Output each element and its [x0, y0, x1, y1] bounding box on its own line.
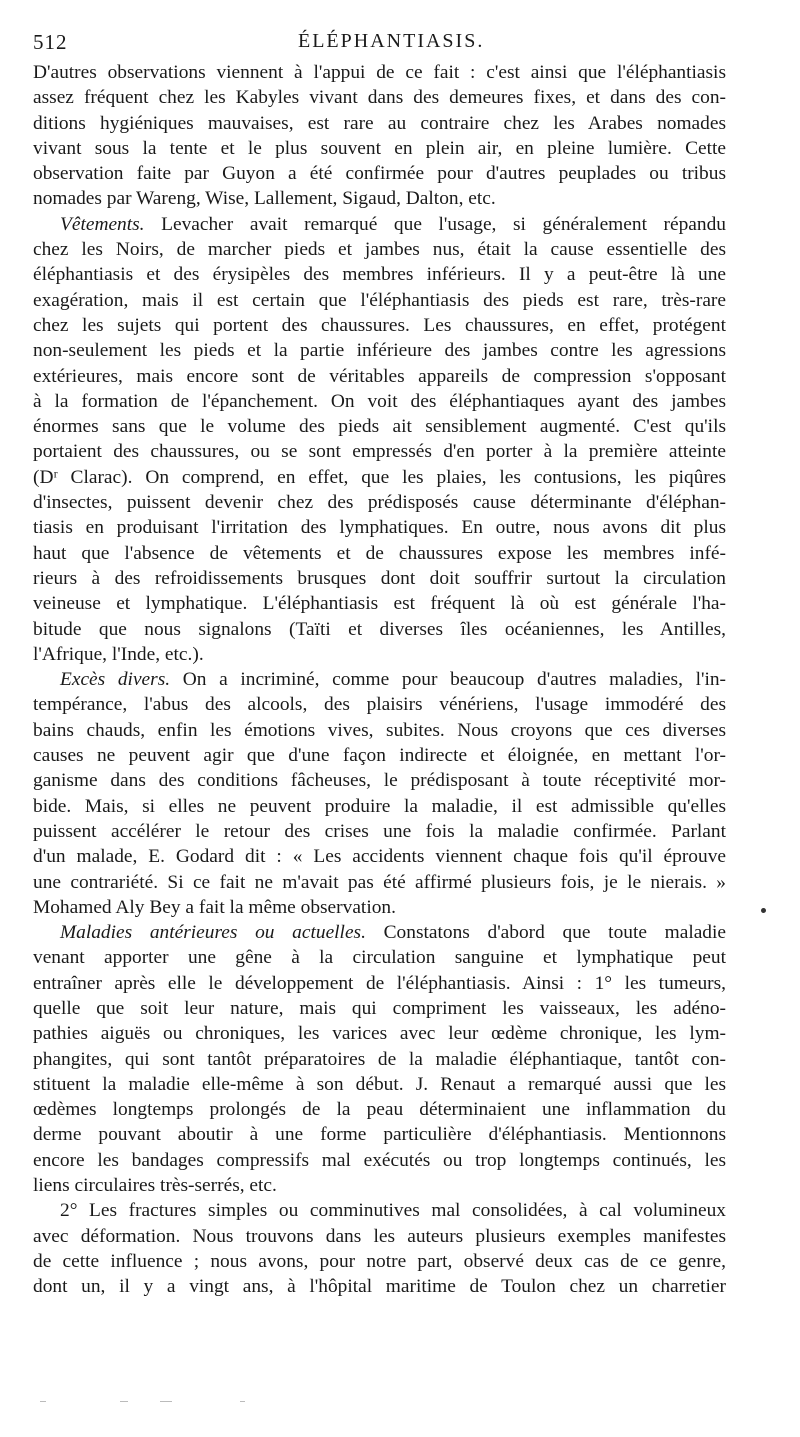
text-line: assez fréquent chez les Kabyles vivant dans des demeures fixes, et dans des con- [33, 87, 726, 109]
section-heading: Maladies antérieures ou actuelles. [60, 922, 366, 944]
document-page [33, 28, 726, 1300]
text-line: chez les Noirs, de marcher pieds et jambes nus, était la cause essentielle des [33, 239, 726, 261]
text-line: 2° Les fractures simples ou comminutives mal consolidées, à cal volumineux [60, 1200, 726, 1222]
text-line: bitude que nous signalons (Taïti et diverses îles océaniennes, les Antilles, [33, 618, 726, 640]
body-text [33, 60, 726, 1300]
text-line: extérieures, mais encore sont de véritables appareils de compression s'opposant [33, 365, 726, 387]
text-line: portaient des chaussures, ou se sont empressés d'en porter à la première atteinte [33, 441, 726, 463]
text-line: venant apporter une gêne à la circulation sanguine et lymphatique peut [33, 947, 726, 969]
text-line: puissent accélérer le retour des crises une fois la maladie confirmée. Parlant [33, 820, 726, 842]
text-line: bains chauds, enfin les émotions vives, subites. Nous croyons que ces diverses [33, 719, 726, 741]
paragraph-fractures [33, 1198, 726, 1299]
text-line: non-seulement les pieds et la partie inférieure des jambes contre les agressions [33, 340, 726, 362]
text-line: ditions hygiéniques mauvaises, est rare au contraire chez les Arabes nomades [33, 112, 726, 134]
text-line: vivant sous la tente et le plus souvent en plein air, en pleine lumière. Cette [33, 137, 726, 159]
text-line: Vêtements. Levacher avait remarqué que l'usage, si généralement répandu [60, 213, 726, 235]
text-line: Excès divers. On a incriminé, comme pour beaucoup d'autres maladies, l'in- [60, 669, 726, 691]
text-line: avec déformation. Nous trouvons dans les auteurs plusieurs exemples manifestes [33, 1225, 726, 1247]
text-line: œdèmes longtemps prolongés de la peau déterminaient une inflammation du [33, 1099, 726, 1121]
paragraph-vetements [33, 212, 726, 667]
scan-artifact-marks [40, 1401, 280, 1407]
text-line: veineuse et lymphatique. L'éléphantiasis est fréquent là où est générale l'ha- [33, 593, 726, 615]
text-line: tempérance, l'abus des alcools, des plaisirs vénériens, l'usage immodéré des [33, 694, 726, 716]
text-line: l'Afrique, l'Inde, etc.). [33, 643, 204, 665]
text-line: haut que l'absence de vêtements et de chaussures expose les membres infé- [33, 542, 726, 564]
paragraph-intro [33, 60, 726, 212]
text-line: Mohamed Aly Bey a fait la même observation. [33, 896, 396, 918]
text-line: tiasis en produisant l'irritation des lymphatiques. En outre, nous avons dit plus [33, 517, 726, 539]
text-line: chez les sujets qui portent des chaussures. Les chaussures, en effet, protégent [33, 314, 726, 336]
page-header [33, 28, 726, 60]
text-line: éléphantiasis et des érysipèles des membres inférieurs. Il y a peut-être là une [33, 264, 726, 286]
text-line: énormes sans que le volume des pieds ait sensiblement augmenté. C'est qu'ils [33, 416, 726, 438]
section-heading: Vêtements. [60, 213, 145, 235]
section-heading: Excès divers. [60, 669, 171, 691]
text-line: (Dʳ Clarac). On comprend, en effet, que les plaies, les contusions, les piqûres [33, 466, 726, 488]
text-line: causes ne peuvent agir que d'une façon indirecte et éloignée, en mettant l'or- [33, 745, 726, 767]
paragraph-exces-divers [33, 667, 726, 920]
running-title: ÉLÉPHANTIASIS. [298, 30, 485, 52]
text-line: ganisme dans des conditions fâcheuses, le prédisposant à toute réceptivité mor- [33, 770, 726, 792]
text-line: encore les bandages compressifs mal exécutés ou trop longtemps continués, les [33, 1149, 726, 1171]
text-line: rieurs à des refroidissements brusques dont doit souffrir surtout la circulation [33, 567, 726, 589]
page-number: 512 [33, 30, 68, 54]
margin-dot [761, 908, 766, 913]
text-line: à la formation de l'épanchement. On voit des éléphantiaques ayant des jambes [33, 390, 726, 412]
text-line: de cette influence ; nous avons, pour notre part, observé deux cas de ce genre, [33, 1250, 726, 1272]
text-line: D'autres observations viennent à l'appui de ce fait : c'est ainsi que l'éléphantiasis [33, 62, 726, 83]
text-line: nomades par Wareng, Wise, Lallement, Sigaud, Dalton, etc. [33, 188, 496, 210]
text-line: pathies aiguës ou chroniques, les varices avec leur œdème chronique, les lym- [33, 1023, 726, 1045]
text-line: derme pouvant aboutir à une forme particulière d'éléphantiasis. Mentionnons [33, 1124, 726, 1146]
text-line: Maladies antérieures ou actuelles. Constatons d'abord que toute maladie [60, 922, 726, 944]
text-line: observation faite par Guyon a été confirmée pour d'autres peuplades ou tribus [33, 163, 726, 185]
text-line: stituent la maladie elle-même à son début. J. Renaut a remarqué aussi que les [33, 1073, 726, 1095]
text-line: liens circulaires très-serrés, etc. [33, 1175, 277, 1197]
text-line: d'un malade, E. Godard dit : « Les accidents viennent chaque fois qu'il éprouve [33, 846, 726, 868]
text-line: d'insectes, puissent devenir chez des prédisposés cause déterminante d'éléphan- [33, 492, 726, 514]
text-line: entraîner après elle le développement de l'éléphantiasis. Ainsi : 1° les tumeurs, [33, 972, 726, 994]
paragraph-maladies-anterieures [33, 920, 726, 1198]
text-line: exagération, mais il est certain que l'éléphantiasis des pieds est rare, très-rare [33, 289, 726, 311]
text-line: dont un, il y a vingt ans, à l'hôpital maritime de Toulon chez un charretier [33, 1276, 726, 1298]
text-line: une contrariété. Si ce fait ne m'avait pas été affirmé plusieurs fois, je le nierais. » [33, 871, 726, 893]
text-line: phangites, qui sont tantôt préparatoires de la maladie éléphantiaque, tantôt con- [33, 1048, 726, 1070]
text-line: quelle que soit leur nature, mais qui compriment les vaisseaux, les adéno- [33, 997, 726, 1019]
text-line: bide. Mais, si elles ne peuvent produire la maladie, il est admissible qu'elles [33, 795, 726, 817]
